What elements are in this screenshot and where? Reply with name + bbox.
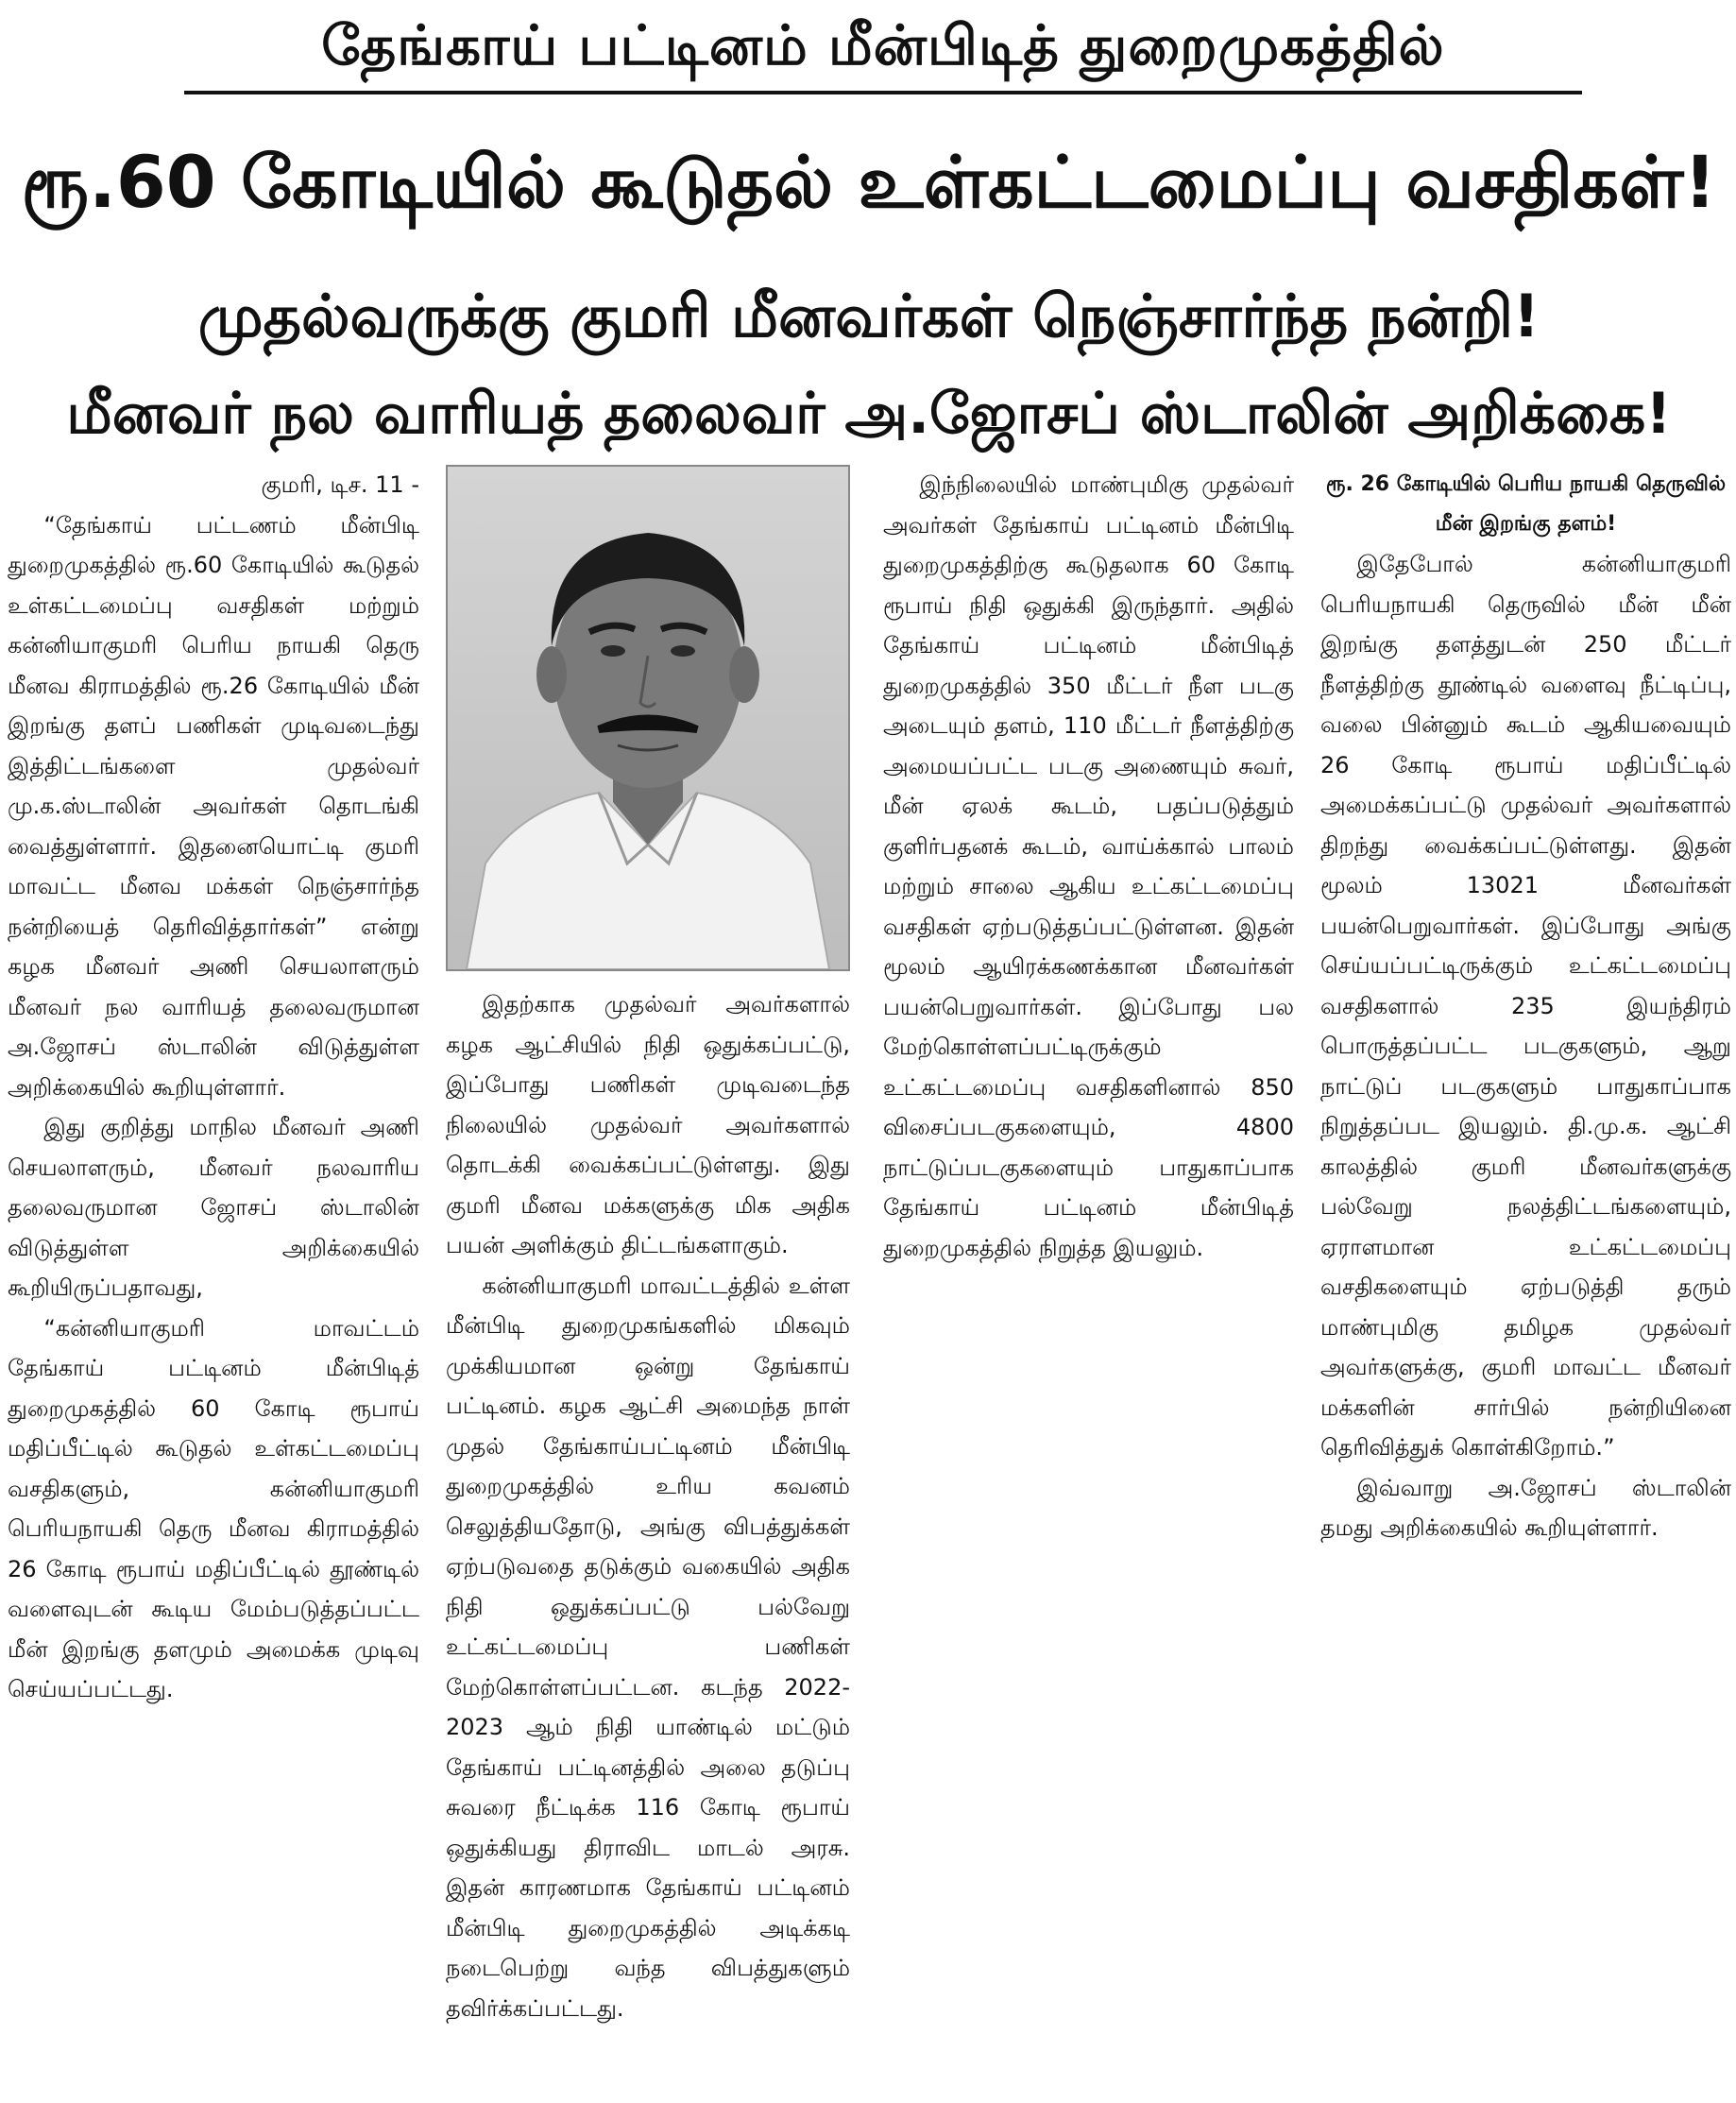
sub-headline-2: மீனவர் நல வாரியத் தலைவர் அ.ஜோசப் ஸ்டாலின் அறிக்கை! bbox=[66, 381, 1672, 447]
main-headline: ரூ.60 கோடியில் கூடுதல் உள்கட்டமைப்பு வசதிகள்! bbox=[21, 140, 1717, 224]
article-subhead: ரூ. 26 கோடியில் பெரிய நாயகி தெருவில் மீன் இறங்கு தளம்! bbox=[1325, 472, 1727, 536]
article-paragraph-5: கன்னியாகுமரி மாவட்டத்தில் உள்ள மீன்பிடி துறைமுகங்களில் மிகவும் முக்கியமான ஒன்று தேங்காய் பட்டினம். கழக ஆட்சி அமைந்த நாள் முதல் தேங்காய்பட்டினம் மீன்பிடி துறைமுகத்தில் உரிய கவனம் செலுத்தியதோடு, அங்கு விபத்துக்கள் ஏற்படுவதை தடுக்கும் வகையில் அதிக நிதி ஒதுக்கப்பட்டு பல்வேறு உட்கட்டமைப்பு பணிகள் மேற்கொள்ளப்பட்டன. கடந்த 2022-2023 ஆம் நிதி யாண்டில் மட்டும் தேங்காய் பட்டினத்தில் அலை தடுப்பு சுவரை நீட்டிக்க 116 கோடி ரூபாய் ஒதுக்கியது திராவிட மாடல் அரசு. இதன் காரணமாக தேங்காய் பட்டினம் மீன்பிடி துறைமுகத்தில் அடிக்கடி நடைபெற்று வந்த விபத்துகளும் தவிர்க்கப்பட்டது. bbox=[446, 1272, 850, 2022]
portrait-photo-icon bbox=[448, 467, 848, 969]
article-column-3 bbox=[883, 465, 1294, 2097]
article-paragraph-3: “கன்னியாகுமரி மாவட்டம் தேங்காய் பட்டினம் மீன்பிடித் துறைமுகத்தில் 60 கோடி ரூபாய் மதிப்பீட்டில் கூடுதல் உள்கட்டமைப்பு வசதிகளும், கன்னியாகுமரி பெரியநாயகி தெரு மீனவ கிராமத்தில் 26 கோடி ரூபாய் மதிப்பீட்டில் தூண்டில் வளைவுடன் கூடிய மேம்படுத்தப்பட்ட மீன் இறங்கு தளமும் அமைக்க முடிவு செய்யப்பட்டது. bbox=[8, 1314, 419, 1702]
article-column-2 bbox=[446, 984, 850, 2097]
article-paragraph-4: இதற்காக முதல்வர் அவர்களால் கழக ஆட்சியில் நிதி ஒதுக்கப்பட்டு, இப்போது பணிகள் முடிவடைந்த நிலையில் முதல்வர் அவர்களால் தொடக்கி வைக்கப்பட்டுள்ளது. இது குமரி மீனவ மக்களுக்கு மிக அதிக பயன் அளிக்கும் திட்டங்களாகும். bbox=[446, 991, 850, 1258]
article-paragraph-8: இவ்வாறு அ.ஜோசப் ஸ்டாலின் தமது அறிக்கையில் கூறியுள்ளார். bbox=[1320, 1474, 1731, 1541]
kicker-underline bbox=[184, 91, 1582, 94]
article-paragraph-7: இதேபோல் கன்னியாகுமரி பெரியநாயகி தெருவில் மீன் மீன் இறங்கு தளத்துடன் 250 மீட்டர் நீளத்திற்கு தூண்டில் வளைவு நீட்டிப்பு, வலை பின்னும் கூடம் ஆகியவையும் 26 கோடி ரூபாய் மதிப்பீட்டில் அமைக்கப்பட்டு முதல்வர் அவர்களால் திறந்து வைக்கப்பட்டுள்ளது. இதன் மூலம் 13021 மீனவர்கள் பயன்பெறுவார்கள். இப்போது அங்கு செய்யப்பட்டிருக்கும் உட்கட்டமைப்பு வசதிகளால் 235 இயந்திரம் பொருத்தப்பட்ட படகுகளும், ஆறு நாட்டுப் படகுகளும் பாதுகாப்பாக நிறுத்தப்பட இயலும். தி.மு.க. ஆட்சி காலத்தில் குமரி மீனவர்களுக்கு பல்வேறு நலத்திட்டங்களையும், ஏராளமான உட்கட்டமைப்பு வசதிகளையும் ஏற்படுத்தி தரும் மாண்புமிகு தமிழக முதல்வர் அவர்களுக்கு, குமரி மாவட்ட மீனவர் மக்களின் சார்பில் நன்றியினை தெரிவித்துக் கொள்கிறோம்.” bbox=[1320, 551, 1731, 1461]
article-paragraph-1: “தேங்காய் பட்டணம் மீன்பிடி துறைமுகத்தில் ரூ.60 கோடியில் கூடுதல் உள்கட்டமைப்பு வசதிகள் மற்றும் கன்னியாகுமரி பெரிய நாயகி தெரு மீனவ கிராமத்தில் ரூ.26 கோடியில் மீன் இறங்கு தளப் பணிகள் முடிவடைந்து இத்திட்டங்களை முதல்வர் மு.க.ஸ்டாலின் அவர்கள் தொடங்கி வைத்துள்ளார். இதனையொட்டி குமரி மாவட்ட மீனவ மக்கள் நெஞ்சார்ந்த நன்றியைத் தெரிவித்தார்கள்” என்று கழக மீனவர் அணி செயலாளரும் மீனவர் நல வாரியத் தலைவருமான அ.ஜோசப் ஸ்டாலின் விடுத்துள்ள அறிக்கையில் கூறியுள்ளார். bbox=[8, 511, 419, 1101]
dateline: குமரி, டிச. 11 - bbox=[261, 471, 419, 498]
headline-kicker: தேங்காய் பட்டினம் மீன்பிடித் துறைமுகத்தில் bbox=[321, 13, 1445, 77]
portrait-photo bbox=[446, 465, 850, 971]
article-column-4 bbox=[1320, 465, 1731, 2097]
article-paragraph-2: இது குறித்து மாநில மீனவர் அணி செயலாளரும், மீனவர் நலவாரிய தலைவருமான ஜோசப் ஸ்டாலின் விடுத்துள்ள அறிக்கையில் கூறியிருப்பதாவது, bbox=[8, 1114, 419, 1301]
article-paragraph-6: இந்நிலையில் மாண்புமிகு முதல்வர் அவர்கள் தேங்காய் பட்டினம் மீன்பிடி துறைமுகத்திற்கு கூடுதலாக 60 கோடி ரூபாய் நிதி ஒதுக்கி இருந்தார். அதில் தேங்காய் பட்டினம் மீன்பிடித் துறைமுகத்தில் 350 மீட்டர் நீள படகு அடையும் தளம், 110 மீட்டர் நீளத்திற்கு அமையப்பட்ட படகு அணையும் சுவர், மீன் ஏலக் கூடம், பதப்படுத்தும் குளிர்பதனக் கூடம், வாய்க்கால் பாலம் மற்றும் சாலை ஆகிய உட்கட்டமைப்பு வசதிகள் ஏற்படுத்தப்பட்டுள்ளன. இதன் மூலம் ஆயிரக்கணக்கான மீனவர்கள் பயன்பெறுவார்கள். இப்போது பல மேற்கொள்ளப்பட்டிருக்கும் உட்கட்டமைப்பு வசதிகளினால் 850 விசைப்படகுகளையும், 4800 நாட்டுப்படகுகளையும் பாதுகாப்பாக தேங்காய் பட்டினம் மீன்பிடித் துறைமுகத்தில் நிறுத்த இயலும். bbox=[883, 471, 1294, 1261]
sub-headline-1: முதல்வருக்கு குமரி மீனவர்கள் நெஞ்சார்ந்த நன்றி! bbox=[197, 282, 1540, 350]
article-column-1 bbox=[8, 465, 419, 2097]
